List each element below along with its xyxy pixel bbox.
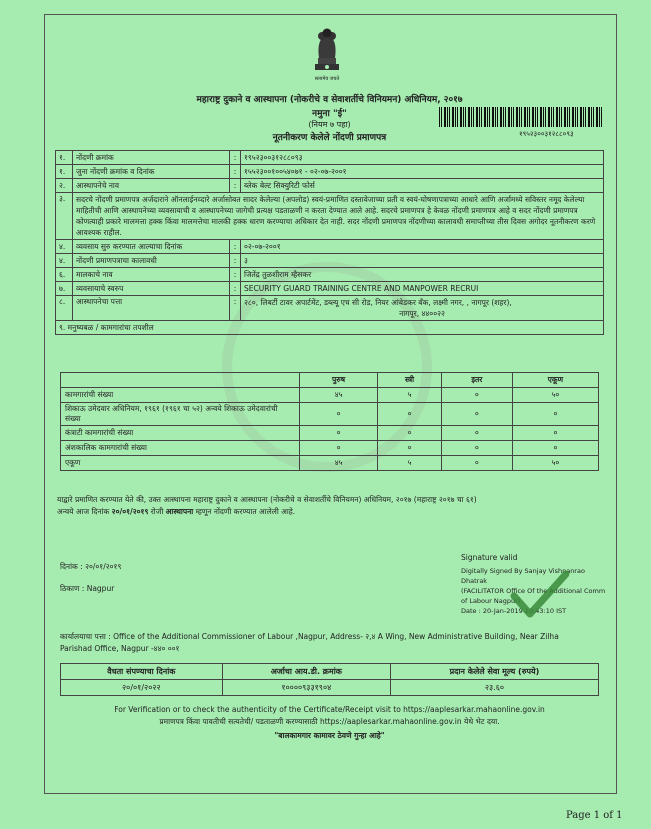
field-value: १५५२३००१००५४०७१ - ०२-०७-२००१ (241, 165, 604, 179)
table-row (61, 456, 599, 471)
address-line-2: नागपूर, ४४००२२ (399, 309, 445, 318)
field-value: ब्लेक बेल्ट सिक्युरिटी फोर्स (241, 179, 604, 193)
field-label: मालकाचे नाव (73, 268, 230, 282)
cell-value: ० (300, 441, 378, 456)
cell-value: ५ (378, 388, 442, 403)
signature-valid-label: Signature valid (461, 553, 518, 562)
validity-table (60, 663, 599, 696)
cell-value: ० (300, 426, 378, 441)
address-value (241, 296, 604, 321)
office-address-line-1: कार्यालयाचा पत्ता : Office of the Additional Commissioner of Labour ,Nagpur, Address- २,४ A Wing, New Administrative Building, Near Zilha (60, 632, 559, 641)
row-label: एकूण (61, 456, 300, 471)
workers-section-row (56, 321, 604, 335)
field-number: ४. (56, 240, 73, 254)
application-id: १००००९३३१९०४ (222, 680, 390, 696)
barcode (439, 107, 604, 127)
row-label: कामगारांची संख्या (61, 388, 300, 403)
field-row: २. आस्थापनेचे नाव : ब्लेक बेल्ट सिक्युरिटी फोर्स (56, 179, 604, 193)
field-row: ४. व्यवसाय सुरु करण्यात आल्याचा दिनांक : ०२-०७-२००१ (56, 240, 604, 254)
signature-line: Digitally Signed By Sanjay Vishnanrao Dhatrak (461, 567, 585, 585)
cell-value: ० (300, 403, 378, 426)
field-value: ३ (241, 254, 604, 268)
cell-value: ० (441, 456, 512, 471)
act-title: महाराष्ट्र दुकाने व आस्थापना (नोकरीचे व सेवाशर्तीचे विनियमन) अधिनियम, २०१७ (196, 95, 463, 105)
column-header (61, 373, 300, 388)
establishment-type: आस्थापना (165, 507, 194, 516)
details-table-top (55, 150, 604, 335)
field-label: व्यवसायाचे स्वरुप (73, 282, 230, 296)
rule-reference: (नियम ७ पहा) (308, 120, 351, 129)
cell-value: ० (512, 403, 598, 426)
field-row: १. नोंदणी क्रमांक : १९५२३००३१२८८०९३ (56, 151, 604, 165)
column-header: प्रदान केलेले सेवा मूल्य (रुपये) (390, 664, 598, 680)
field-value: १९५२३००३१२८८०९३ (241, 151, 604, 165)
validity-header-row (61, 664, 599, 680)
section-3-text: सदरचे नोंदणी प्रमाणपत्र अर्जदाराने ऑनलाईनव्दारे अर्जासोबत सादर केलेल्या (अपलोड) स्वयं-प्रमाणित दस्तावेजाच्या प्रती व स्वयं-घोषणापत्राच्या आधारे आणि अर्जामध्ये सविस्तर नमूद केलेल्या माहितीची आणि आस्थापनेच्या व्यवसायाची व आस्थापनेच्या जागेची प्रत्यक्ष पडताळणी न करता देण्यात आले आहे. सदरचे प्रमाणपत्र हे केवळ नोंदणी प्रमाणपत्र आहे व सदर नोंदणी प्रमाणपत्र कोणत्याही प्रकारे मालमत्ता हक्क किंवा मालमत्तेचा मालकी हक्क धारण करण्याचा अधिकार देत नाही. सदर नोंदणी प्रमाणपत्र नोंदणीच्या कालावधी समाप्तीच्या तीस दिवस अगोदर नूतनीकरण करणे आवश्यक राहील. (73, 193, 604, 240)
field-number: ७. (56, 282, 73, 296)
cell-value: ० (441, 388, 512, 403)
declaration-line-1: याद्वारे प्रमाणित करण्यात येते की, उक्त आस्थापना महाराष्ट्र दुकाने व आस्थापना (नोकरीचे व सेवाशर्तीचे विनियमन) अधिनियम, २०१७ (महाराष्ट्र २०१७ चा ६१) (57, 495, 477, 504)
barcode-number: १९५२३००३१२८८०९३ (519, 130, 574, 138)
column-header: स्त्री (378, 373, 442, 388)
declaration-text: रोजी (148, 507, 166, 516)
declaration-text: म्हणून नोंदणी करण्यात आलेली आहे. (193, 507, 296, 516)
declaration-text: अन्वये आज दिनांक (57, 507, 112, 516)
cell-value: ५ (378, 456, 442, 471)
cell-value: ० (512, 441, 598, 456)
cell-value: ५० (512, 456, 598, 471)
column-header: इतर (441, 373, 512, 388)
verification-text-en: For Verification or to check the authenticity of the Certificate/Receipt visit to https://aaplesarkar.mahaonline.gov.in (114, 705, 545, 714)
column-header: वैधता संपण्याचा दिनांक (61, 664, 223, 680)
cell-value: ० (512, 426, 598, 441)
declaration (57, 494, 605, 518)
validity-date: २०/०१/२०२२ (61, 680, 223, 696)
declaration-line-2 (57, 506, 605, 518)
table-row (61, 426, 599, 441)
date-label: दिनांक : २०/०१/२०१९ (60, 562, 122, 571)
page-number: Page 1 of 1 (566, 810, 623, 821)
field-number: ६. (56, 268, 73, 282)
section-3-row (56, 193, 604, 240)
field-row: ४. नोंदणी प्रमाणपत्राचा कालावधी : ३ (56, 254, 604, 268)
field-number: ८. (56, 296, 73, 321)
registration-date: २०/०१/२०१९ (111, 507, 149, 516)
cell-value: ० (441, 426, 512, 441)
checkmark-icon (510, 570, 570, 620)
address-row: ८. आस्थापनेचा पत्ता : २८०, लिबर्टी टावर अपार्टमेंट, डब्ल्यू एच सी रोड, नियर आंबेडकर बँक, लक्ष्मी नगर, , नागपूर (शहर), नागपूर, ४४००२२ (56, 296, 604, 321)
field-number: ४. (56, 254, 73, 268)
field-row: ७. व्यवसायाचे स्वरुप : SECURITY GUARD TRAINING CENTRE AND MANPOWER RECRUI (56, 282, 604, 296)
field-row: ६. मालकाचे नाव : जितेंद्र तुळशीराम म्हैसकर (56, 268, 604, 282)
field-row: १. जुना नोंदणी क्रमांक व दिनांक : १५५२३००१००५४०७१ - ०२-०७-२००१ (56, 165, 604, 179)
cell-value: ४५ (300, 456, 378, 471)
field-label: जुना नोंदणी क्रमांक व दिनांक (73, 165, 230, 179)
field-label: नोंदणी प्रमाणपत्राचा कालावधी (73, 254, 230, 268)
cell-value: ४५ (300, 388, 378, 403)
field-value: ०२-०७-२००१ (241, 240, 604, 254)
emblem-caption: सत्यमेव जयते (314, 76, 340, 82)
signature-line: of Labour Nagpur) (461, 597, 521, 605)
cell-value: ५० (512, 388, 598, 403)
field-value: SECURITY GUARD TRAINING CENTRE AND MANPOWER RECRUI (241, 282, 604, 296)
signature-line: Date : 20-Jan-2019 10:43:10 IST (461, 607, 567, 615)
workers-table (60, 372, 599, 471)
form-name: नमुना "ई" (312, 109, 347, 119)
slogan: "बालकामगार कामावर ठेवणे गुन्हा आहे" (274, 731, 385, 740)
row-label: कंत्राटी कामगारांची संख्या (61, 426, 300, 441)
cell-value: ० (441, 441, 512, 456)
column-header: एकूण (512, 373, 598, 388)
field-label: आस्थापनेचे नाव (73, 179, 230, 193)
cell-value: ० (378, 403, 442, 426)
service-fee: २३.६० (390, 680, 598, 696)
office-address-line-2: Parishad Office, Nagpur -४४० ००१ (60, 644, 180, 653)
column-header: पुरुष (300, 373, 378, 388)
field-label: व्यवसाय सुरु करण्यात आल्याचा दिनांक (73, 240, 230, 254)
table-row (61, 680, 599, 696)
field-label: आस्थापनेचा पत्ता (73, 296, 230, 321)
field-value: जितेंद्र तुळशीराम म्हैसकर (241, 268, 604, 282)
row-label: शिकाऊ उमेदवार अधिनियम, १९६१ (१९६१ चा ५२) अन्वये शिकाऊ उमेदवारांची संख्या (61, 403, 300, 426)
verification-text-mr: प्रमाणपत्र किंवा पावतीची सत्यतेची/ पडताळणी करण्यासाठी https://aaplesarkar.mahaonline.gov.in येथे भेट दया. (159, 717, 500, 726)
row-label: अंशकालिक कामगारांची संख्या (61, 441, 300, 456)
document-title: नूतनीकरण केलेले नोंदणी प्रमाणपत्र (272, 133, 387, 143)
field-number: १. (56, 151, 73, 165)
cell-value: ० (441, 403, 512, 426)
signature-line: (FACILITATOR Office Of the Additional Comm (461, 587, 606, 595)
table-row (61, 441, 599, 456)
workers-section-label: ९. मनुष्यबळ / कामगारांचा तपशील (56, 321, 604, 335)
workers-header-row (61, 373, 599, 388)
table-row (61, 403, 599, 426)
field-label: नोंदणी क्रमांक (73, 151, 230, 165)
column-header: अर्जाचा आय.डी. क्रमांक (222, 664, 390, 680)
address-line-1: २८०, लिबर्टी टावर अपार्टमेंट, डब्ल्यू एच सी रोड, नियर आंबेडकर बँक, लक्ष्मी नगर, , नागपूर (शहर), (244, 298, 512, 307)
cell-value: ० (378, 426, 442, 441)
place-label: ठिकाण : Nagpur (60, 584, 115, 593)
field-number: १. (56, 165, 73, 179)
field-number: ३. (56, 193, 73, 240)
state-emblem-icon (309, 24, 345, 78)
cell-value: ० (378, 441, 442, 456)
field-number: २. (56, 179, 73, 193)
table-row (61, 388, 599, 403)
